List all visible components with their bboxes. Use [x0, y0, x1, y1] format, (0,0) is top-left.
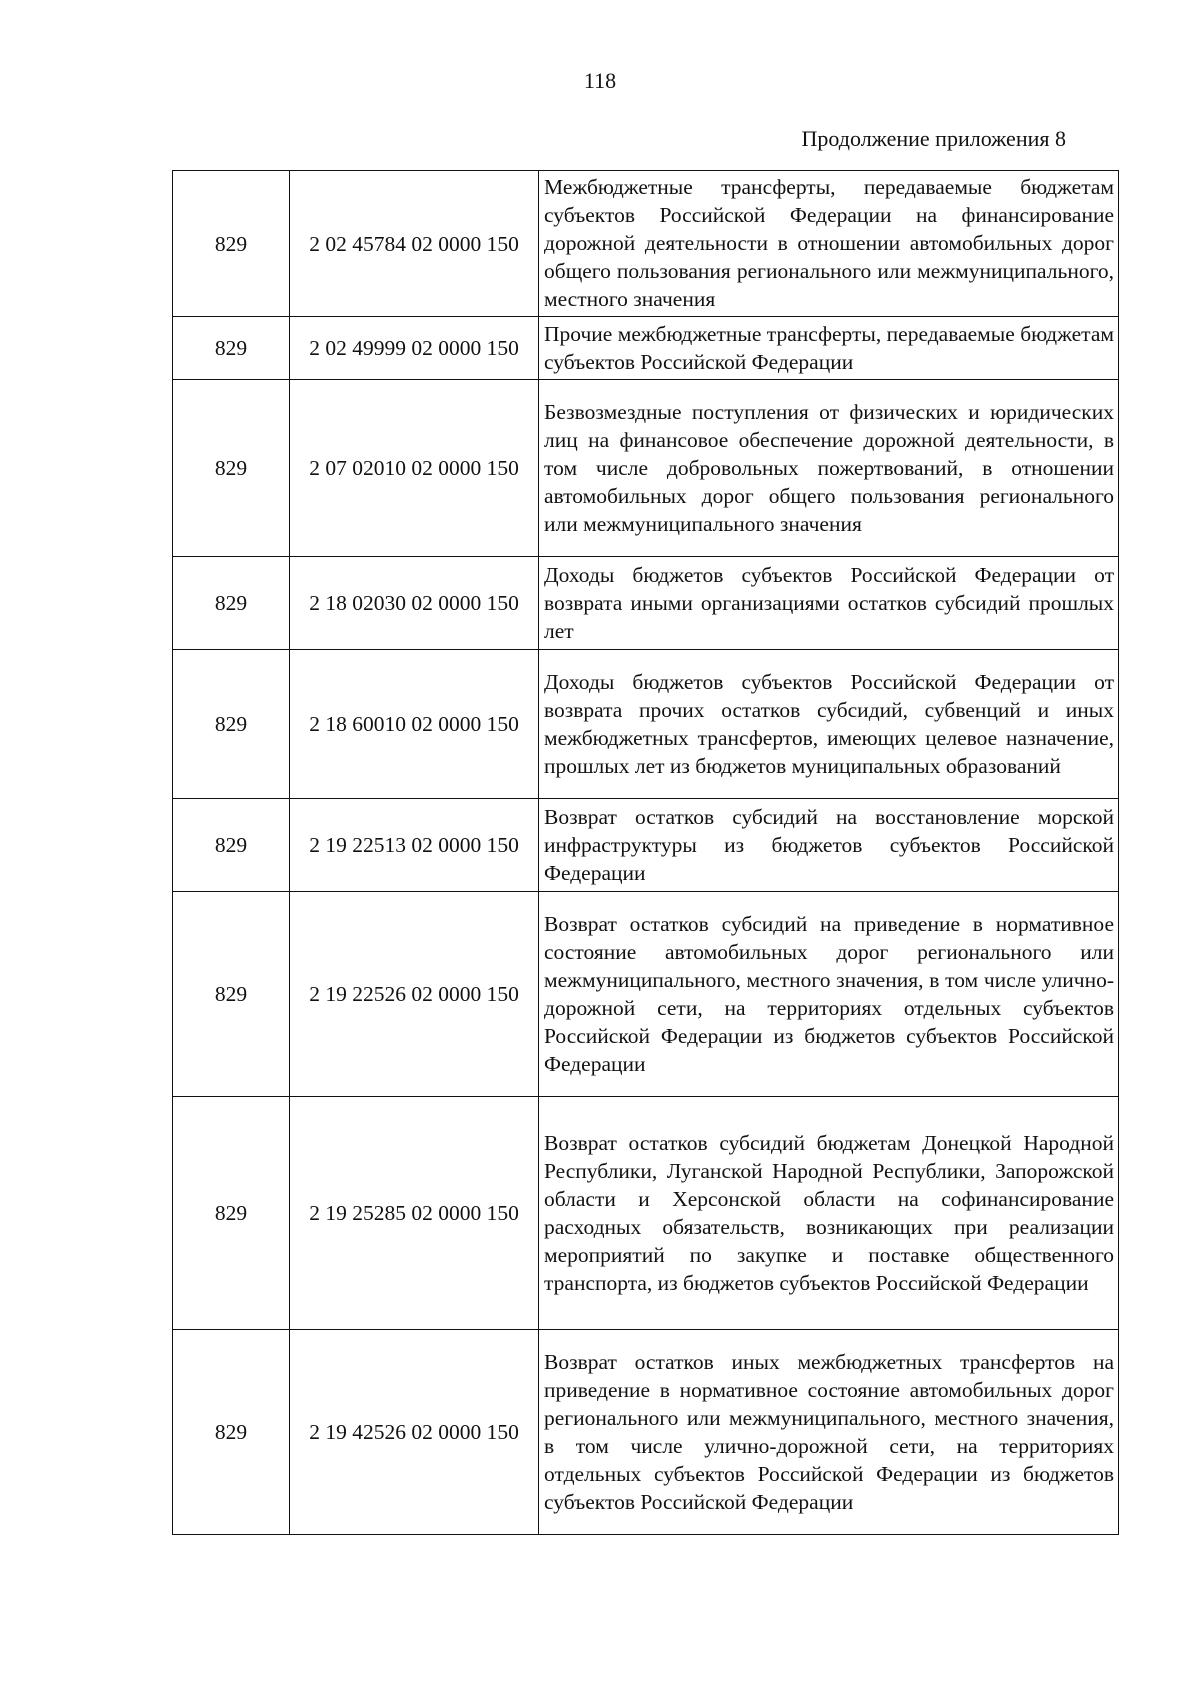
- revenue-code-cell: 2 07 02010 02 0000 150: [290, 380, 539, 557]
- revenue-code-cell: 2 19 25285 02 0000 150: [290, 1097, 539, 1330]
- table-row: [173, 557, 1119, 650]
- admin-code-cell: 829: [173, 650, 290, 799]
- table-row: [173, 380, 1119, 557]
- revenue-code-cell: 2 18 60010 02 0000 150: [290, 650, 539, 799]
- table-row: [173, 892, 1119, 1097]
- appendix-continuation-note: Продолжение приложения 8: [801, 126, 1066, 151]
- admin-code-cell: 829: [173, 799, 290, 892]
- revenue-name-cell: Доходы бюджетов субъектов Российской Федерации от возврата иными организациями остатков субсидий прошлых лет: [539, 557, 1119, 650]
- revenue-code-cell: 2 02 49999 02 0000 150: [290, 317, 539, 380]
- revenue-code-cell: 2 19 22526 02 0000 150: [290, 892, 539, 1097]
- admin-code-cell: 829: [173, 1097, 290, 1330]
- revenue-name-cell: Прочие межбюджетные трансферты, передаваемые бюджетам субъектов Российской Федерации: [539, 317, 1119, 380]
- table-row: [173, 317, 1119, 380]
- revenue-name-cell: Доходы бюджетов субъектов Российской Федерации от возврата прочих остатков субсидий, субвенций и иных межбюджетных трансфертов, имеющих целевое назначение, прошлых лет из бюджетов муниципальных образований: [539, 650, 1119, 799]
- page-number: 118: [583, 68, 617, 93]
- revenue-code-cell: 2 18 02030 02 0000 150: [290, 557, 539, 650]
- revenue-name-cell: Возврат остатков субсидий на приведение в нормативное состояние автомобильных дорог регионального или межмуниципального, местного значения, в том числе улично-дорожной сети, на территориях отдельных субъектов Российской Федерации из бюджетов субъектов Российской Федерации: [539, 892, 1119, 1097]
- admin-code-cell: 829: [173, 171, 290, 317]
- table-row: [173, 799, 1119, 892]
- revenue-name-cell: Безвозмездные поступления от физических и юридических лиц на финансовое обеспечение дорожной деятельности, в том числе добровольных пожертвований, в отношении автомобильных дорог общего пользования регионального или межмуниципального значения: [539, 380, 1119, 557]
- table-row: [173, 171, 1119, 317]
- admin-code-cell: 829: [173, 892, 290, 1097]
- admin-code-cell: 829: [173, 317, 290, 380]
- admin-code-cell: 829: [173, 380, 290, 557]
- revenue-code-cell: 2 02 45784 02 0000 150: [290, 171, 539, 317]
- revenue-name-cell: Межбюджетные трансферты, передаваемые бюджетам субъектов Российской Федерации на финансирование дорожной деятельности в отношении автомобильных дорог общего пользования регионального или межмуниципального, местного значения: [539, 171, 1119, 317]
- admin-code-cell: 829: [173, 1330, 290, 1535]
- revenue-code-cell: 2 19 42526 02 0000 150: [290, 1330, 539, 1535]
- revenue-name-cell: Возврат остатков субсидий на восстановление морской инфраструктуры из бюджетов субъектов Российской Федерации: [539, 799, 1119, 892]
- revenue-code-cell: 2 19 22513 02 0000 150: [290, 799, 539, 892]
- revenue-name-cell: Возврат остатков субсидий бюджетам Донецкой Народной Республики, Луганской Народной Республики, Запорожской области и Херсонской области на софинансирование расходных обязательств, возникающих при реализации мероприятий по закупке и поставке общественного транспорта, из бюджетов субъектов Российской Федерации: [539, 1097, 1119, 1330]
- table-row: [173, 650, 1119, 799]
- admin-code-cell: 829: [173, 557, 290, 650]
- revenue-name-cell: Возврат остатков иных межбюджетных трансфертов на приведение в нормативное состояние автомобильных дорог регионального или межмуниципального, местного значения, в том числе улично-дорожной сети, на территориях отдельных субъектов Российской Федерации из бюджетов субъектов Российской Федерации: [539, 1330, 1119, 1535]
- table-row: [173, 1330, 1119, 1535]
- table-row: [173, 1097, 1119, 1330]
- budget-codes-table: [172, 170, 1119, 1535]
